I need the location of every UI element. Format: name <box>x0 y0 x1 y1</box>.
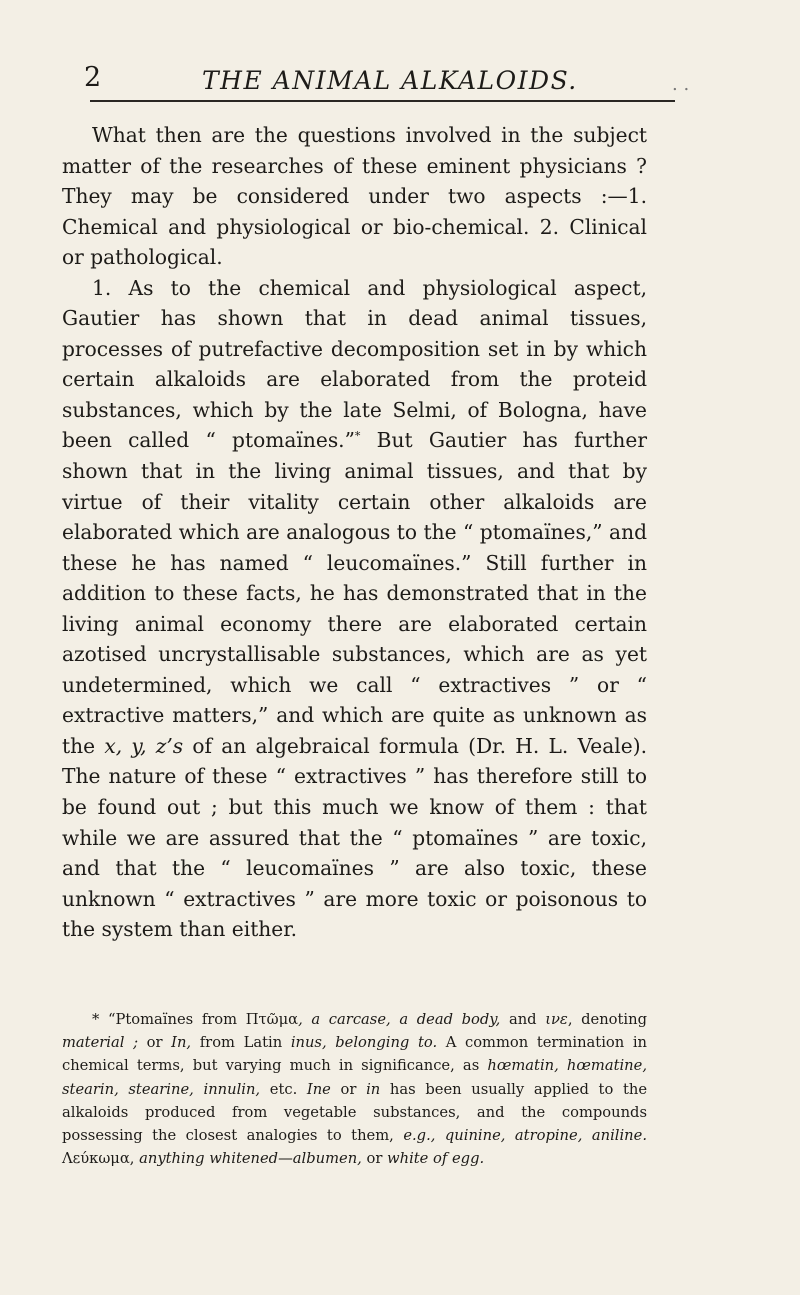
fn-part: A common termination in chemical terms, but varying much in significance, as <box>62 1034 647 1075</box>
fn-part: , denoting <box>567 1011 647 1028</box>
book-page <box>62 0 762 1168</box>
fn-part: or <box>138 1034 172 1052</box>
fn-part: white of egg. <box>387 1150 485 1168</box>
footnote <box>62 1008 647 1170</box>
fn-greek-leukoma: Λεύκωμα, <box>62 1150 140 1168</box>
paragraph-2-part-b: But Gautier has further shown that in the living animal tissues, and that by virtue of their vitality certain other alkaloids are elaborated which are analogous to the “ ptomaïnes,” and these he has named “ leucomaïnes.” Still further in addition to these facts, he has demonstrated that in the living animal economy there are elaborated certain azotised uncrystallisable substances, which are as yet undetermined, which we call “ extractives ” or “ extractive matters,” and which are quite as unknown as the <box>62 428 647 758</box>
fn-part: * “Ptomaïnes from <box>92 1011 246 1028</box>
page-number: 2 <box>84 62 102 93</box>
fn-part: or <box>330 1080 367 1098</box>
fn-part: , a carcase, a dead body, <box>298 1011 501 1028</box>
fn-part: or <box>361 1150 388 1168</box>
fn-part: and <box>500 1011 546 1028</box>
running-title: THE ANIMAL ALKALOIDS. <box>202 66 578 95</box>
fn-part: Ine <box>306 1080 331 1098</box>
fn-greek-ptoma: Πτῶμα <box>245 1011 299 1028</box>
algebraic-variables: x, y, z’s <box>104 733 184 758</box>
main-text <box>62 120 647 945</box>
fn-part: e.g., quinine, atropine, aniline. <box>403 1127 647 1145</box>
footnote-text <box>62 1008 647 1170</box>
footnote-marker: * <box>354 429 361 443</box>
fn-part: in <box>366 1080 381 1098</box>
fn-part: anything whitened—albumen, <box>139 1150 362 1168</box>
fn-part: inus, belonging to. <box>290 1034 438 1052</box>
paragraph-2-part-c: of an algebraical formula (Dr. H. L. Veale). The nature of these “ extractives ” has therefore still to be found out ; but this much we know of them : that while we are assured that the “ ptomaïnes ” are toxic, and that the “ leucomaïnes ” are also toxic, these unknown “ extractives ” are more toxic or poisonous to the system than either. <box>62 733 647 942</box>
page-header <box>62 0 762 100</box>
paragraph-1: What then are the questions involved in the subject matter of the researches of these eminent physicians ? They may be considered under two aspects :—1. Chemical and physiological or bio-chemical. 2. Clinical or pathological. <box>62 123 647 270</box>
header-dots: . . <box>672 74 690 95</box>
fn-part: material ; <box>62 1034 139 1052</box>
fn-part: hœmatin, hœmatine, stearin, stearine, innulin, <box>62 1057 647 1098</box>
fn-part: from Latin <box>191 1034 291 1052</box>
paragraph-2-part-a: 1. As to the chemical and physiological aspect, Gautier has shown that in dead animal tissues, processes of putrefactive decomposition set in by which certain alkaloids are elaborated from the proteid substances, which by the late Selmi, of Bologna, have been called “ ptomaïnes.” <box>62 275 647 453</box>
paragraph-2 <box>62 273 647 945</box>
fn-part: has been usually applied to the alkaloids produced from vegetable substances, and the compounds possessing the closest analogies to them, <box>62 1080 648 1145</box>
header-rule <box>90 100 675 102</box>
fn-greek-suffix: ινε <box>545 1011 568 1028</box>
fn-part: In, <box>171 1034 192 1052</box>
fn-part: etc. <box>260 1080 307 1098</box>
